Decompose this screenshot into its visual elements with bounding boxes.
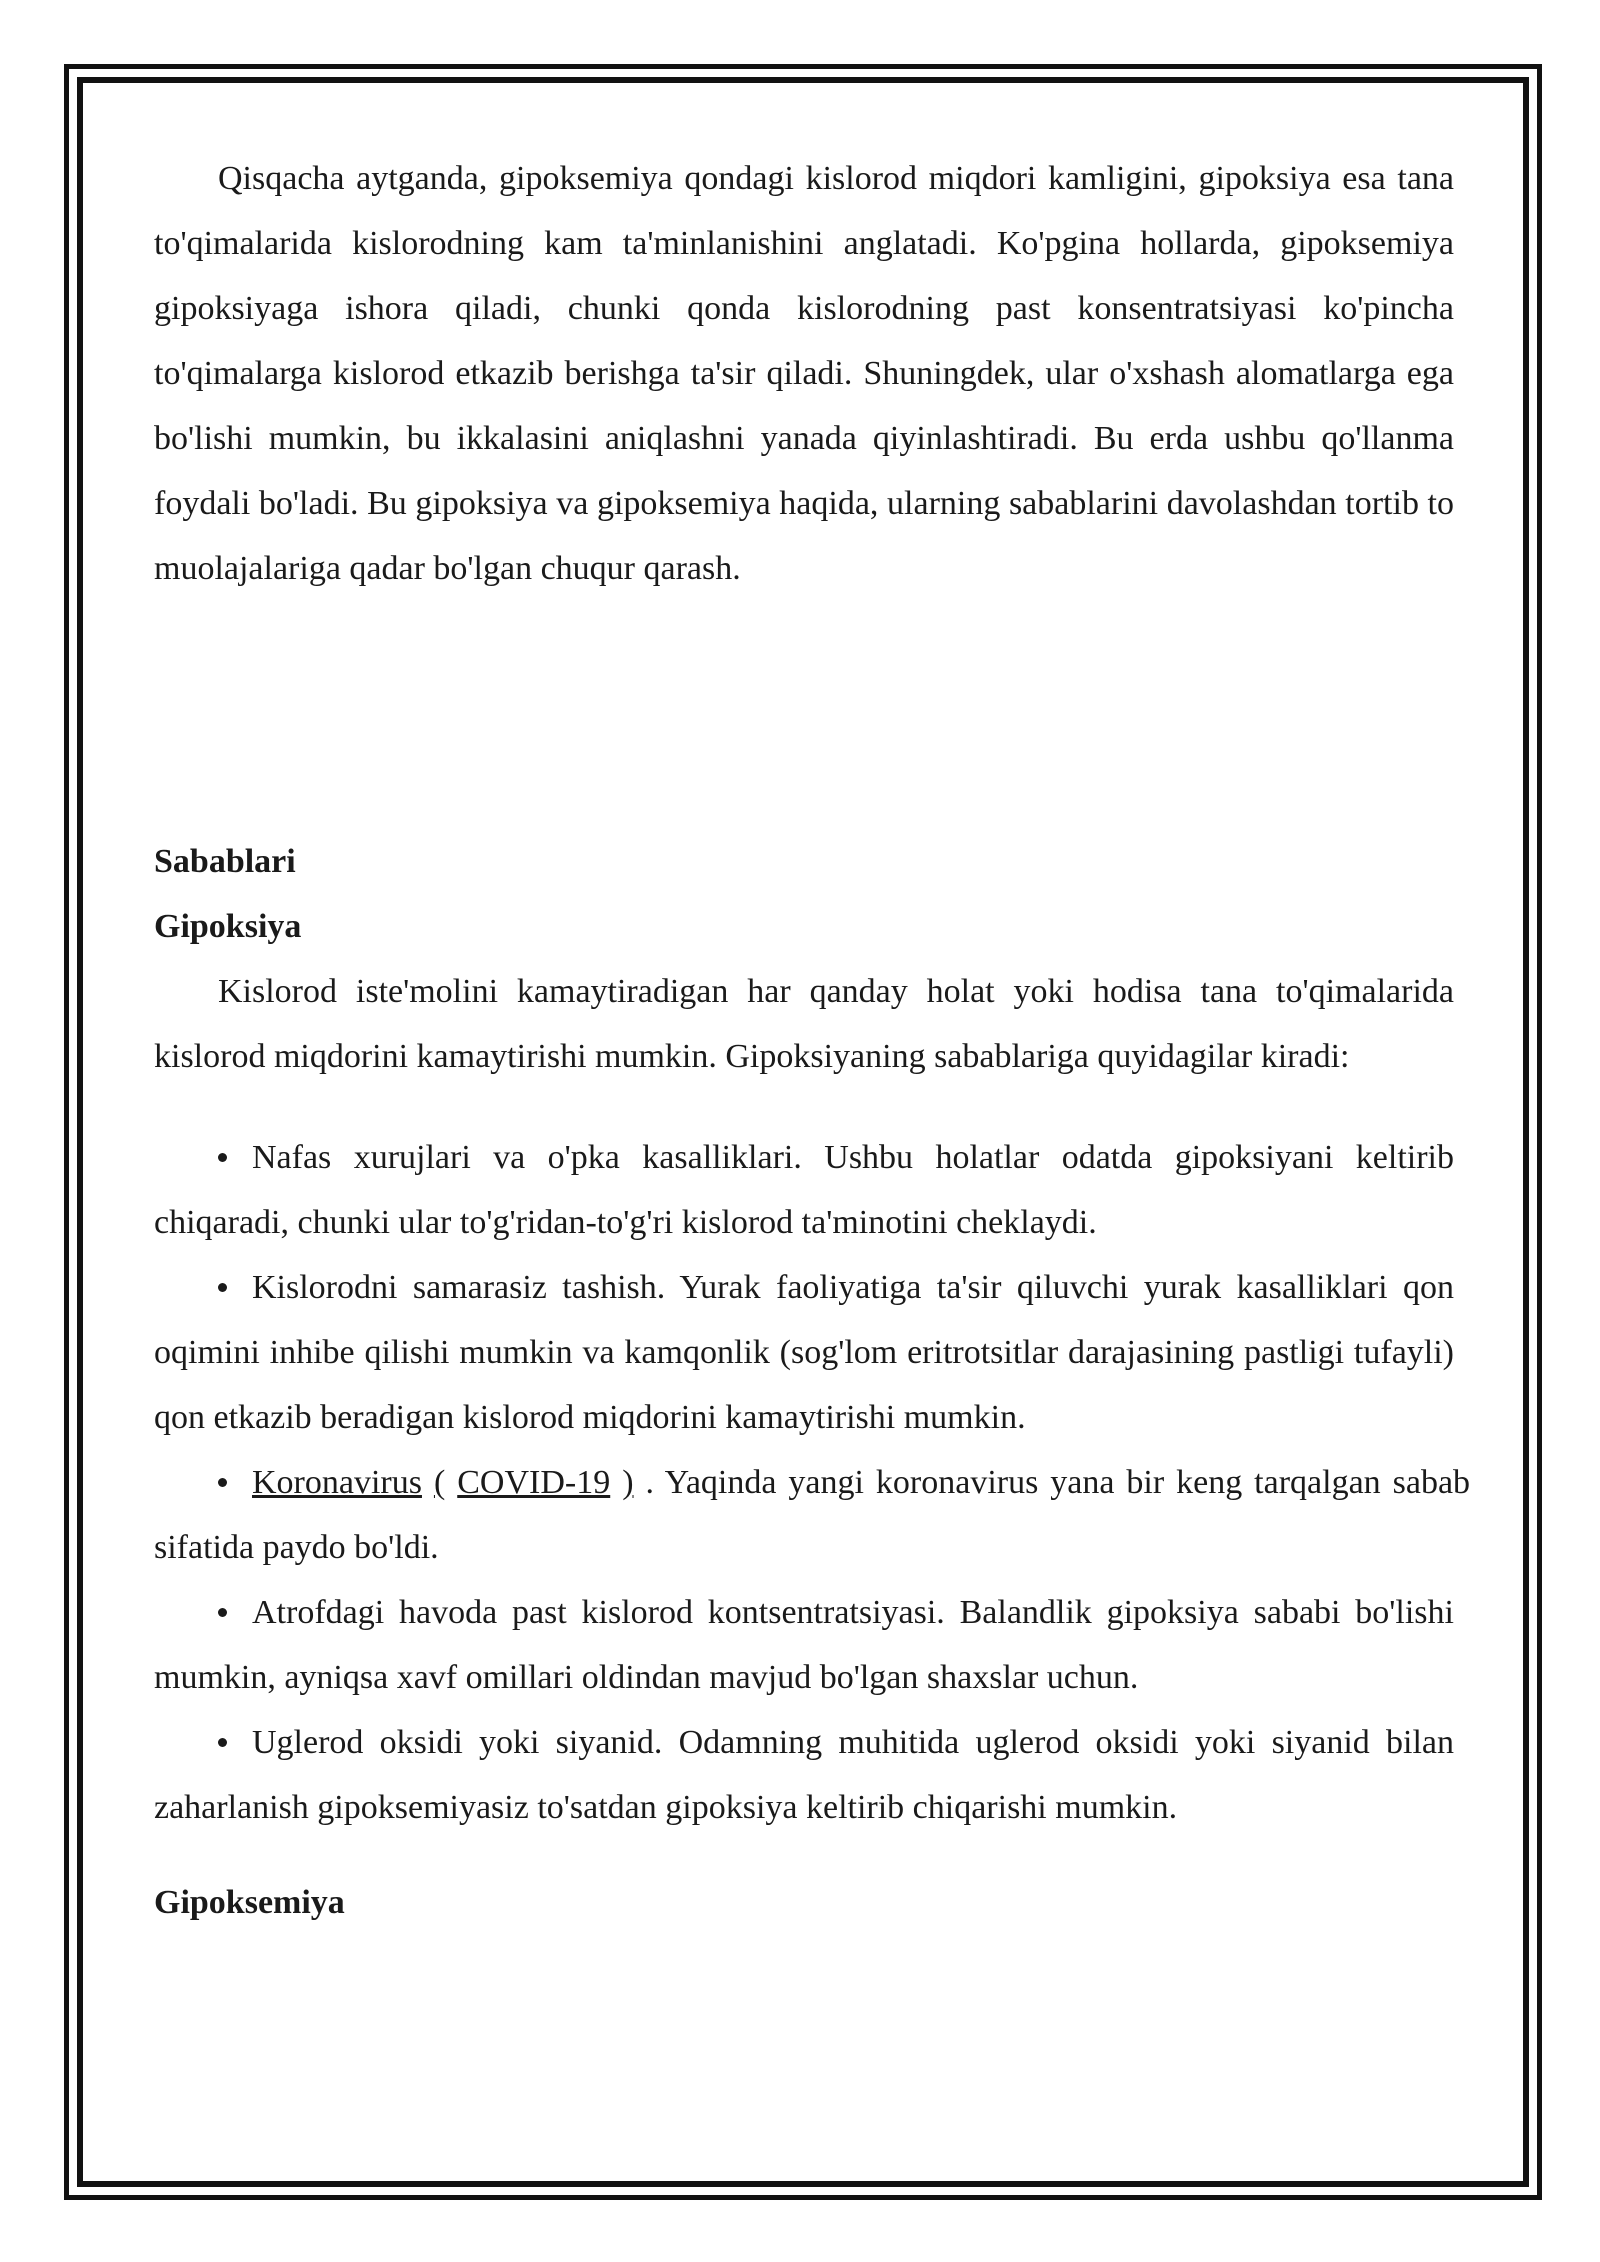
bullet-icon xyxy=(218,1710,252,1775)
list-item xyxy=(154,1255,1454,1450)
spacer xyxy=(154,1840,1454,1870)
list-item xyxy=(154,1580,1454,1710)
list-item xyxy=(154,1710,1454,1840)
spacer xyxy=(154,1089,1454,1125)
hypoxia-causes-list xyxy=(154,1125,1471,1840)
list-item-text: Nafas xurujlari va o'pka kasalliklari. Ushbu holatlar odatda gipoksiyani keltirib chiqaradi, chunki ular to'g'ridan-to'g'ri kislorod ta'minotini cheklaydi. xyxy=(154,1139,1454,1241)
coronavirus-link[interactable]: Koronavirus xyxy=(252,1464,422,1501)
bullet-icon xyxy=(218,1580,252,1645)
subsection-heading-hypoxia: Gipoksiya xyxy=(154,908,302,945)
document-body xyxy=(154,146,1471,1935)
list-item-text: . Yaqinda yangi koronavirus yana bir keng tarqalgan sabab sifatida paydo bo'ldi. xyxy=(154,1464,1471,1566)
covid-link-close-paren[interactable]: ) xyxy=(622,1464,634,1501)
subsection-heading-hypoxemia: Gipoksemiya xyxy=(154,1884,345,1921)
covid-link-open-paren[interactable]: ( xyxy=(433,1464,446,1501)
section-heading-causes: Sabablari xyxy=(154,843,296,880)
list-item xyxy=(154,1125,1454,1255)
list-item-text: Kislorodni samarasiz tashish. Yurak faoliyatiga ta'sir qiluvchi yurak kasalliklari qon oqimini inhibe qilishi mumkin va kamqonlik (sog'lom eritrotsitlar darajasining pastligi tufayli) qon etkazib beradigan kislorod miqdorini kamaytirishi mumkin. xyxy=(154,1269,1454,1436)
bullet-icon xyxy=(218,1125,252,1190)
bullet-icon xyxy=(218,1450,252,1515)
bullet-icon xyxy=(218,1255,252,1320)
list-item-covid xyxy=(154,1450,1470,1580)
covid-19-link[interactable]: COVID-19 xyxy=(457,1464,611,1501)
list-item-text: Atrofdagi havoda past kislorod kontsentratsiyasi. Balandlik gipoksiya sababi bo'lishi mumkin, ayniqsa xavf omillari oldindan mavjud bo'lgan shaxslar uchun. xyxy=(154,1594,1454,1696)
intro-paragraph: Qisqacha aytganda, gipoksemiya qondagi kislorod miqdori kamligini, gipoksiya esa tana to'qimalarida kislorodning kam ta'minlanishini anglatadi. Ko'pgina hollarda, gipoksemiya gipoksiyaga ishora qiladi, chunki qonda kislorodning past konsentratsiyasi ko'pincha to'qimalarga kislorod etkazib berishga ta'sir qiladi. Shuningdek, ular o'xshash alomatlarga ega bo'lishi mumkin, bu ikkalasini aniqlashni yanada qiyinlashtiradi. Bu erda ushbu qo'llanma foydali bo'ladi. Bu gipoksiya va gipoksemiya haqida, ularning sabablarini davolashdan tortib to muolajalariga qadar bo'lgan chuqur qarash. xyxy=(154,160,1454,587)
list-item-text: Uglerod oksidi yoki siyanid. Odamning muhitida uglerod oksidi yoki siyanid bilan zaharlanish gipoksemiyasiz to'satdan gipoksiya keltirib chiqarishi mumkin. xyxy=(154,1724,1454,1826)
hypoxia-intro-paragraph: Kislorod iste'molini kamaytiradigan har qanday holat yoki hodisa tana to'qimalarida kislorod miqdorini kamaytirishi mumkin. Gipoksiyaning sabablariga quyidagilar kiradi: xyxy=(154,973,1454,1075)
spacer xyxy=(154,601,1454,829)
